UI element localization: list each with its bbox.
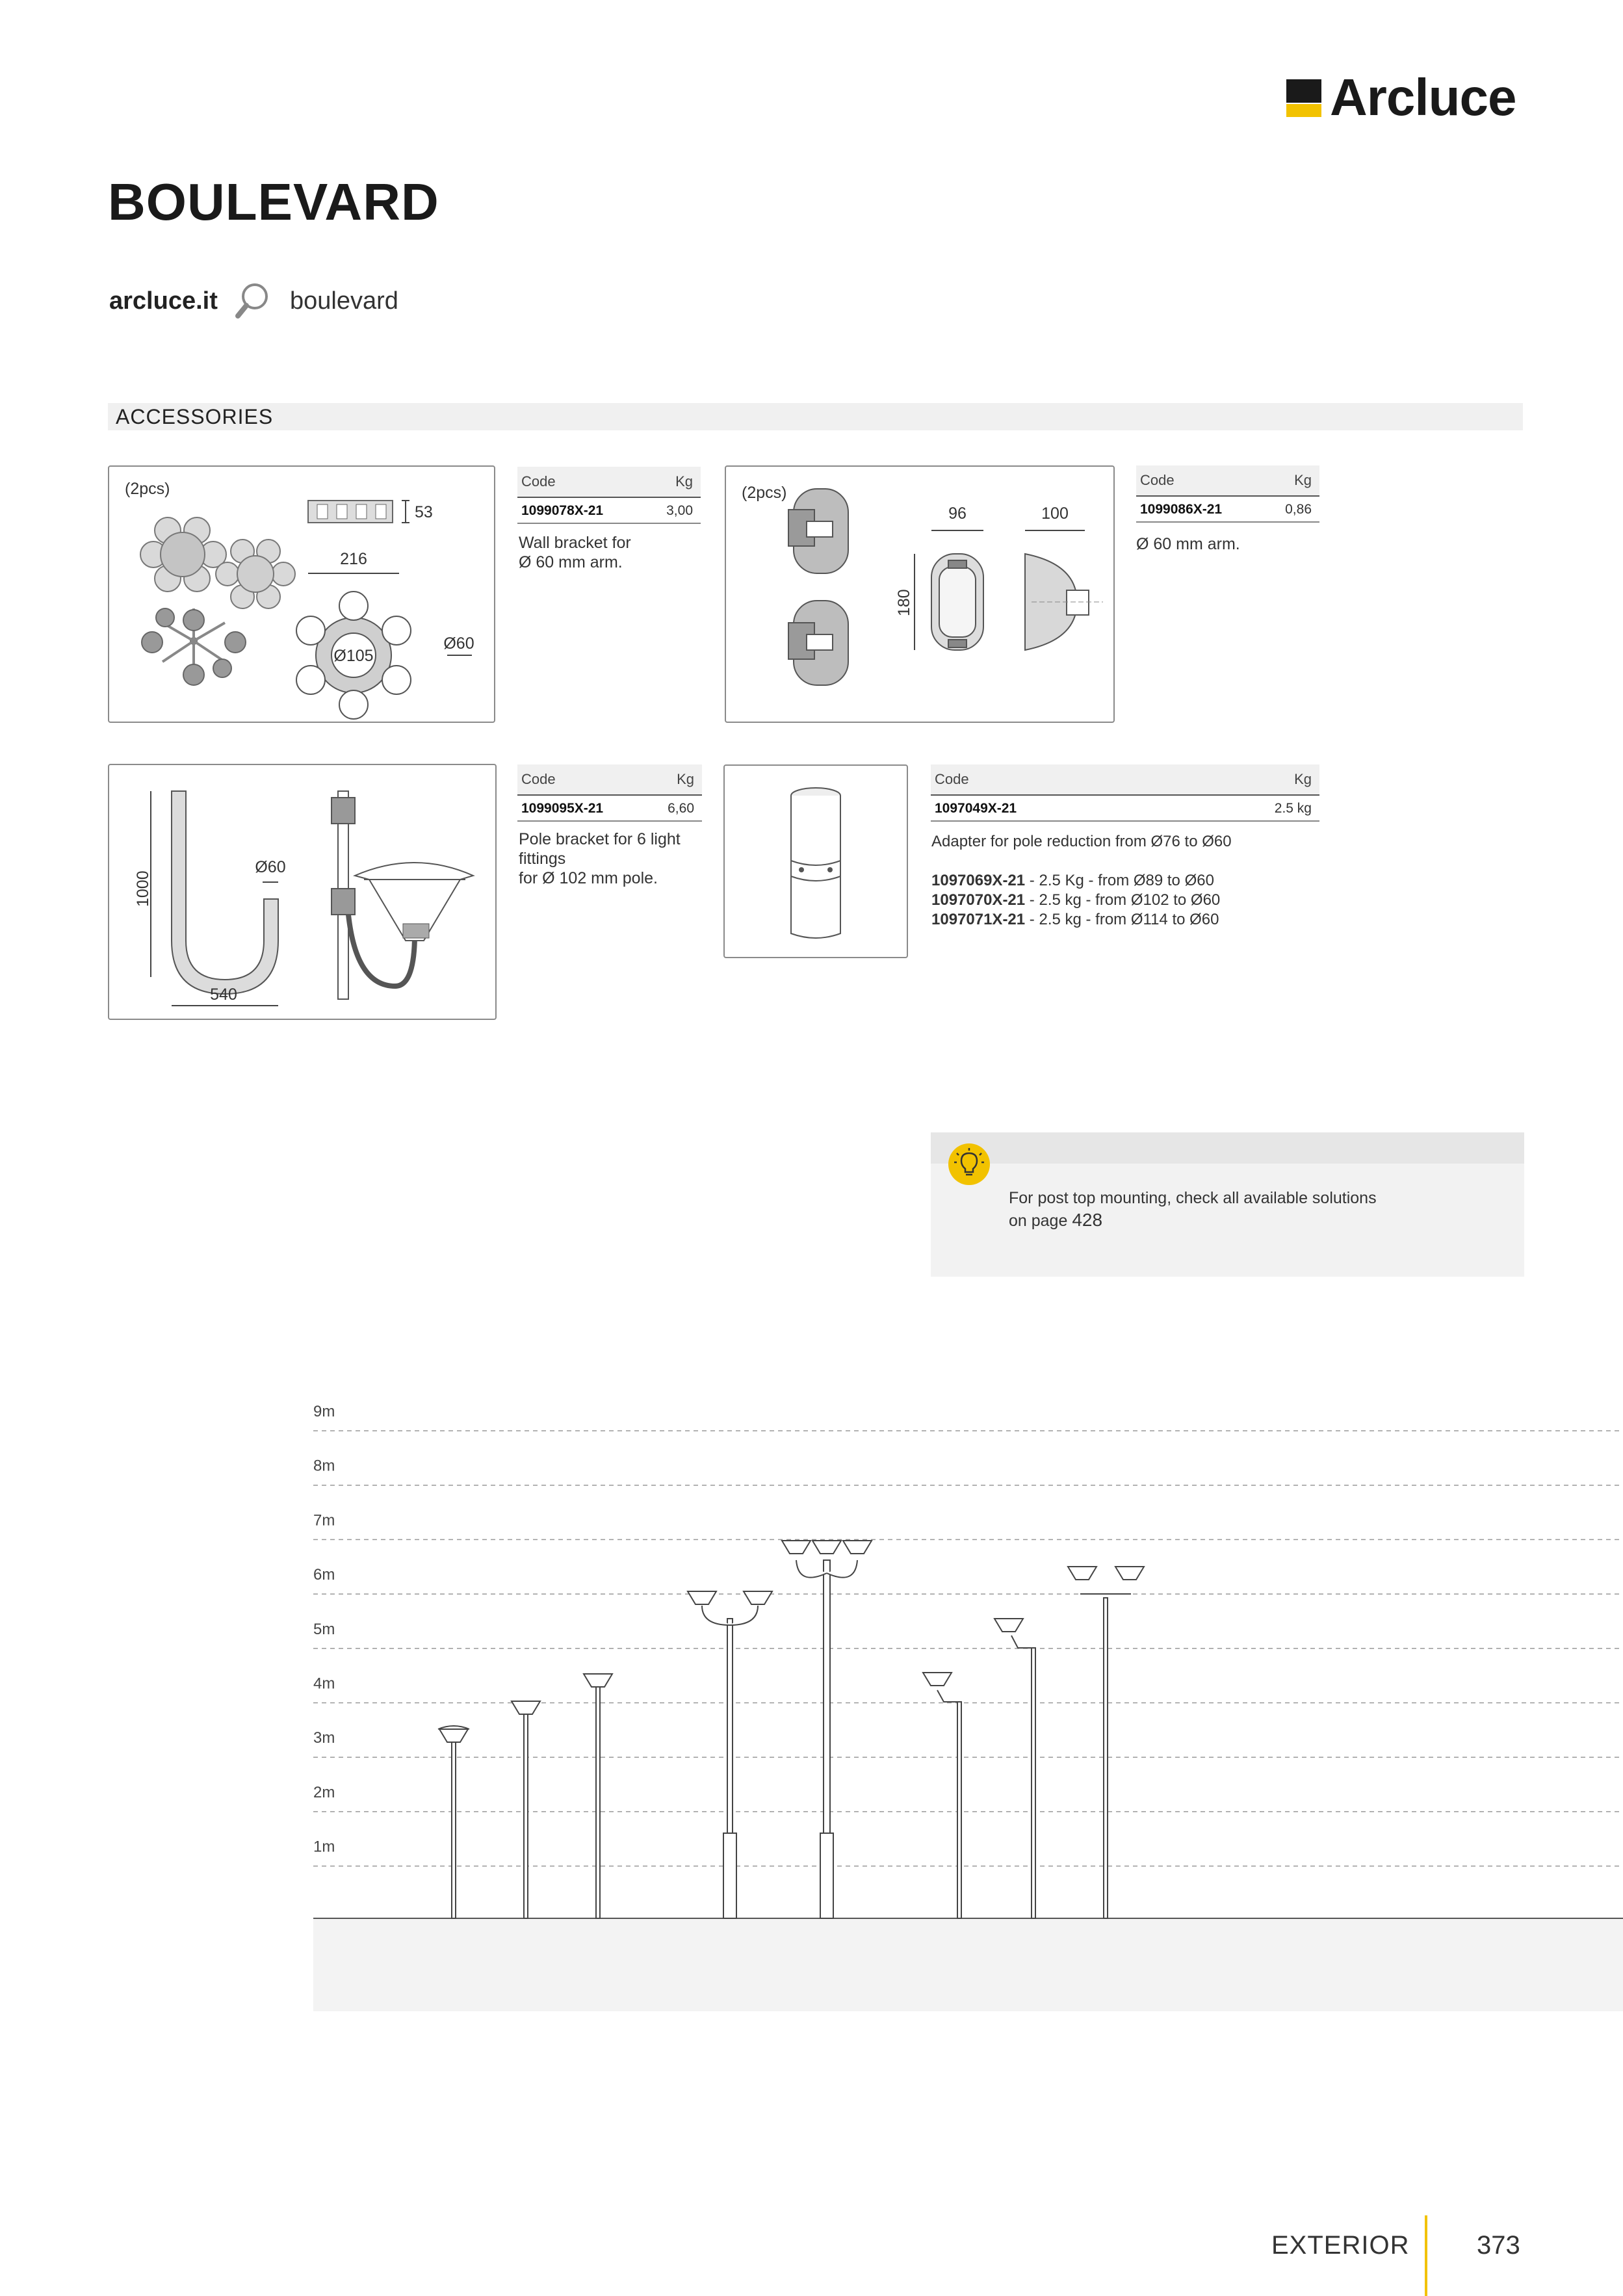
height-label-6m: 6m	[313, 1566, 335, 1584]
product-description	[519, 533, 701, 572]
product-code: 1099095X-21	[521, 801, 604, 816]
tip-line: For post top mounting, check all available solutions	[1009, 1189, 1377, 1207]
tip-prefix: on page	[1009, 1212, 1072, 1230]
variant-text: - 2.5 kg - from Ø114 to Ø60	[1025, 911, 1219, 928]
description-line: fittings	[519, 850, 566, 868]
brand-logo-mark	[1286, 79, 1321, 117]
dim-96: 96	[948, 504, 967, 523]
section-bar	[108, 403, 1523, 430]
description-line: Ø 60 mm arm.	[1136, 535, 1240, 553]
dim-1000: 1000	[134, 870, 152, 907]
dim-180: 180	[895, 589, 913, 616]
height-label-9m: 9m	[313, 1403, 335, 1420]
lamp-post-single-3m	[438, 1726, 469, 1918]
accessory-image-wall-bracket	[108, 465, 495, 723]
kg-header: Kg	[1294, 771, 1312, 787]
description-line: Pole bracket for 6 light	[519, 830, 681, 848]
lamp-post-double-arm	[688, 1591, 772, 1918]
dim-53: 53	[415, 503, 433, 521]
product-code: 1097049X-21	[935, 801, 1017, 816]
product-description	[1136, 534, 1318, 554]
dim-d60: Ø60	[443, 634, 474, 653]
lamp-post-twin-6m	[1068, 1567, 1144, 1918]
product-code: 1099078X-21	[521, 503, 604, 518]
product-description	[519, 829, 707, 888]
variant-row	[931, 910, 1334, 930]
product-weight: 0,86	[1285, 502, 1312, 517]
lightbulb-icon	[948, 1143, 991, 1186]
dim-100: 100	[1041, 504, 1069, 523]
variant-code: 1097069X-21	[931, 872, 1026, 889]
description-line: for Ø 102 mm pole.	[519, 869, 658, 887]
qty-label: (2pcs)	[125, 480, 170, 498]
tip-text	[1009, 1187, 1464, 1232]
variant-row	[931, 871, 1334, 891]
footer-section-label: EXTERIOR	[1271, 2231, 1410, 2260]
description-line: Ø 60 mm arm.	[519, 553, 623, 571]
dim-216: 216	[340, 550, 367, 568]
product-description	[931, 832, 1334, 930]
lamp-wall-arm-5m	[994, 1619, 1035, 1918]
spec-table-1099095	[517, 764, 702, 822]
kg-header: Kg	[1294, 472, 1312, 488]
clamp-render	[788, 489, 848, 685]
dim-540: 540	[210, 985, 237, 1004]
lamp-wall-arm-4m	[923, 1673, 961, 1918]
height-label-1m: 1m	[313, 1838, 335, 1856]
accessory-image-arm-fitting	[725, 465, 1115, 723]
spec-table-1099086	[1136, 465, 1319, 523]
variant-code: 1097070X-21	[931, 891, 1026, 909]
height-label-5m: 5m	[313, 1620, 335, 1638]
description-line: Adapter for pole reduction from Ø76 to Ø60	[931, 833, 1232, 850]
spec-table-1097049	[931, 764, 1319, 822]
lamp-post-triple-arm	[782, 1541, 872, 1918]
variant-code: 1097071X-21	[931, 911, 1026, 928]
footer-separator	[1425, 2215, 1427, 2296]
section-label: ACCESSORIES	[116, 405, 274, 428]
code-header: Code	[1140, 472, 1175, 488]
product-code: 1099086X-21	[1140, 502, 1223, 517]
code-header: Code	[935, 771, 969, 787]
height-label-2m: 2m	[313, 1783, 335, 1801]
accessory-image-pole-bracket	[108, 764, 497, 1020]
site-link[interactable]: arcluce.it	[109, 287, 218, 315]
kg-header: Kg	[675, 473, 693, 489]
tip-page-link[interactable]: 428	[1072, 1210, 1103, 1230]
height-chart	[0, 1385, 1623, 2022]
accessory-image-adapter	[723, 764, 908, 958]
tip-line	[1009, 1209, 1464, 1232]
brand-logo-text: Arcluce	[1330, 68, 1516, 126]
dim-d60: Ø60	[255, 858, 286, 876]
lamp-post-single-3-5m	[512, 1701, 540, 1918]
code-header: Code	[521, 771, 556, 787]
description-line: Wall bracket for	[519, 534, 631, 552]
code-header: Code	[521, 473, 556, 489]
page-number: 373	[1477, 2231, 1520, 2260]
lamp-post-single-4m	[584, 1674, 612, 1918]
qty-label: (2pcs)	[742, 484, 787, 502]
variant-row	[931, 891, 1334, 910]
height-label-4m: 4m	[313, 1675, 335, 1693]
variant-text: - 2.5 kg - from Ø102 to Ø60	[1025, 891, 1221, 909]
product-weight: 6,60	[668, 801, 694, 816]
kg-header: Kg	[677, 771, 694, 787]
search-term: boulevard	[290, 287, 398, 315]
variant-text: - 2.5 Kg - from Ø89 to Ø60	[1025, 872, 1214, 889]
height-label-8m: 8m	[313, 1457, 335, 1475]
spec-table-1099078	[517, 467, 701, 524]
search-icon[interactable]	[234, 281, 270, 320]
height-label-7m: 7m	[313, 1511, 335, 1530]
dim-d105: Ø105	[333, 647, 374, 665]
product-weight: 3,00	[666, 503, 693, 518]
tip-band	[931, 1132, 1524, 1164]
page-title: BOULEVARD	[108, 173, 439, 231]
product-weight: 2.5 kg	[1274, 801, 1312, 816]
height-label-3m: 3m	[313, 1729, 335, 1747]
